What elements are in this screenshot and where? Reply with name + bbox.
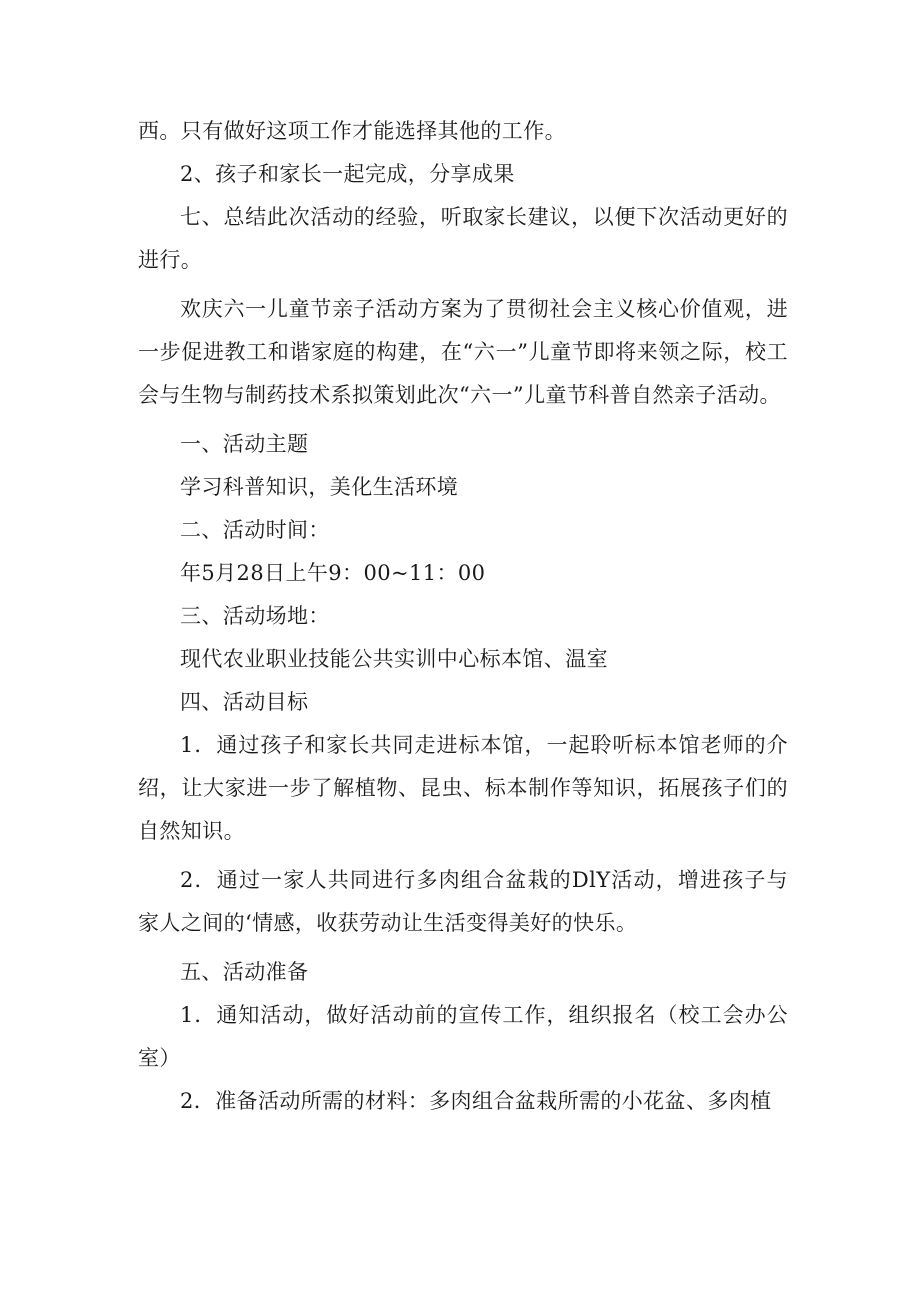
paragraph-prep-2: 2．准备活动所需的材料：多肉组合盆栽所需的小花盆、多肉植: [180, 1089, 772, 1113]
document-body: [138, 110, 788, 1123]
heading-activity-theme: 一、活动主题: [180, 432, 309, 456]
paragraph-intro: 欢庆六一儿童节亲子活动方案为了贯彻社会主义核心价值观，进一步促进教工和谐家庭的构建，在“六一”儿童节即将来领之际，校工会与生物与制药技术系拟策划此次“六一”儿童节科普自然亲子活动。: [138, 297, 788, 407]
paragraph-time-text: 年5月28日上午9：00~11：00: [180, 561, 486, 585]
paragraph-share-results: 2、孩子和家长一起完成，分享成果: [180, 162, 515, 186]
paragraph-goal-2: 2．通过一家人共同进行多肉组合盆栽的DlY活动，增进孩子与家人之间的‘情感，收获劳动让生活变得美好的快乐。: [138, 868, 788, 935]
heading-activity-time: 二、活动时间：: [180, 518, 330, 542]
heading-activity-venue: 三、活动场地：: [180, 604, 330, 628]
paragraph-prep-1: 1．通知活动，做好活动前的宣传工作，组织报名（校工会办公室）: [138, 1003, 788, 1070]
paragraph-summary: 七、总结此次活动的经验，听取家长建议，以便下次活动更好的进行。: [138, 205, 788, 272]
heading-activity-preparation: 五、活动准备: [180, 960, 309, 984]
paragraph-goal-1: 1．通过孩子和家长共同走进标本馆，一起聆听标本馆老师的介绍，让大家进一步了解植物、昆虫、标本制作等知识，拓展孩子们的自然知识。: [138, 733, 788, 843]
paragraph-venue-text: 现代农业职业技能公共实训中心标本馆、温室: [180, 647, 608, 671]
paragraph-theme-text: 学习科普知识，美化生活环境: [180, 475, 459, 499]
paragraph-continuation: 西。只有做好这项工作才能选择其他的工作。: [138, 119, 566, 143]
heading-activity-goals: 四、活动目标: [180, 690, 309, 714]
